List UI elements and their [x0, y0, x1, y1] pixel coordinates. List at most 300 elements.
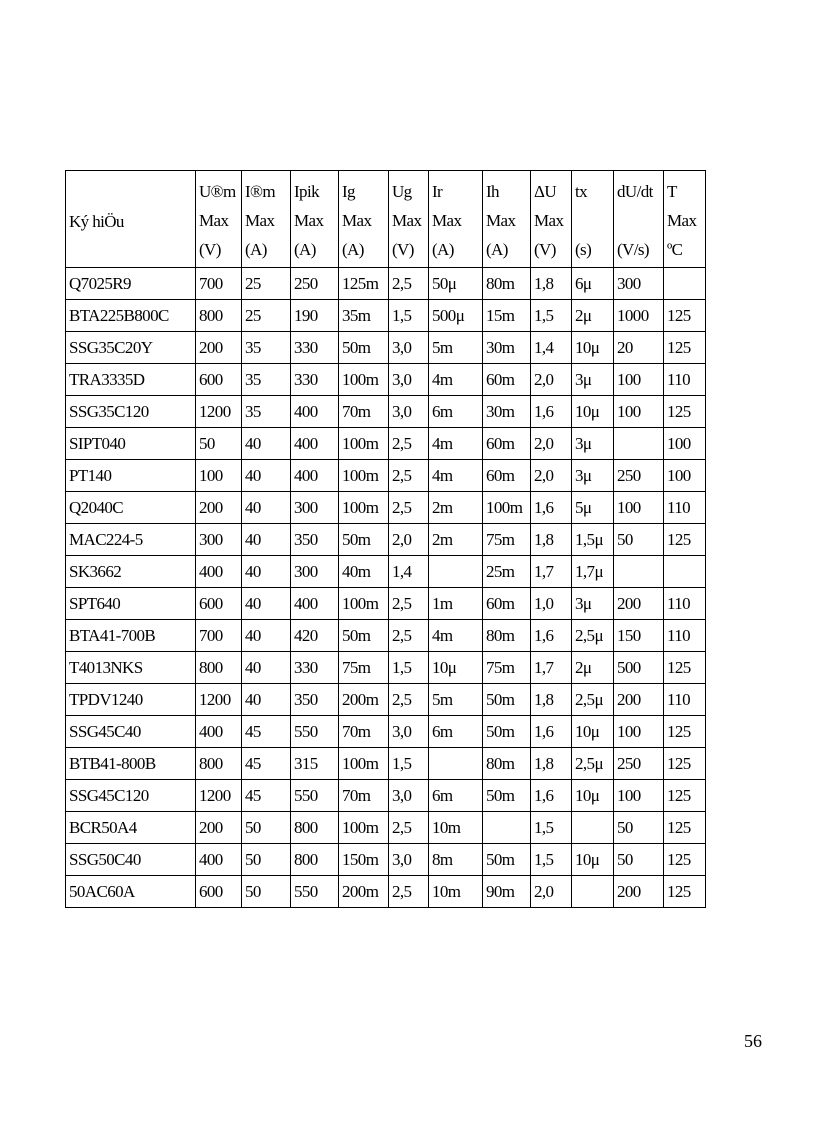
table-cell: 35m — [339, 300, 389, 332]
table-cell: 125 — [664, 748, 706, 780]
header-cell — [614, 171, 664, 268]
table-cell: 50m — [483, 844, 531, 876]
table-cell: 10m — [429, 812, 483, 844]
table-row — [66, 332, 706, 364]
table-cell: 50m — [339, 524, 389, 556]
table-cell: 40 — [242, 684, 291, 716]
table-cell: 125 — [664, 396, 706, 428]
table-cell: 50 — [242, 876, 291, 908]
table-cell: 200m — [339, 684, 389, 716]
header-line: (A) — [486, 240, 508, 259]
table-cell: 2,0 — [531, 876, 572, 908]
table-cell: 50m — [483, 684, 531, 716]
table-cell: 1,6 — [531, 780, 572, 812]
header-line: Ký hiÖu — [69, 211, 124, 231]
table-cell: 80m — [483, 620, 531, 652]
table-cell: 550 — [291, 716, 339, 748]
header-line: Ipik — [294, 182, 319, 201]
table-cell: 110 — [664, 364, 706, 396]
table-cell: 250 — [291, 268, 339, 300]
table-cell — [614, 556, 664, 588]
table-cell: 100m — [339, 460, 389, 492]
table-cell: 600 — [196, 364, 242, 396]
table-cell: 100 — [614, 780, 664, 812]
table-cell: 200 — [614, 588, 664, 620]
table-cell: 2,5 — [389, 684, 429, 716]
header-cell — [339, 171, 389, 268]
part-number-cell: SSG35C120 — [66, 396, 196, 428]
table-row — [66, 684, 706, 716]
table-cell: 45 — [242, 716, 291, 748]
table-cell: 1,5 — [531, 300, 572, 332]
spec-table — [65, 170, 706, 908]
table-cell: 5m — [429, 332, 483, 364]
table-cell: 300 — [291, 556, 339, 588]
table-cell: 70m — [339, 396, 389, 428]
table-cell: 110 — [664, 588, 706, 620]
table-cell: 2,5 — [389, 492, 429, 524]
table-cell: 2,5 — [389, 620, 429, 652]
part-number-cell: SIPT040 — [66, 428, 196, 460]
part-number-cell: TPDV1240 — [66, 684, 196, 716]
table-cell: 100 — [614, 396, 664, 428]
table-cell: 75m — [483, 652, 531, 684]
table-cell: 50m — [339, 332, 389, 364]
table-cell: 2,0 — [531, 460, 572, 492]
table-cell: 90m — [483, 876, 531, 908]
table-cell: 125 — [664, 812, 706, 844]
header-line: Ir — [432, 182, 443, 201]
table-cell: 1,5 — [389, 748, 429, 780]
table-cell: 70m — [339, 780, 389, 812]
table-row — [66, 492, 706, 524]
table-cell: 1,5 — [389, 652, 429, 684]
table-cell: 500 — [614, 652, 664, 684]
table-cell: 2μ — [572, 300, 614, 332]
part-number-cell: T4013NKS — [66, 652, 196, 684]
header-cell — [572, 171, 614, 268]
table-cell: 1,6 — [531, 620, 572, 652]
table-cell: 100m — [339, 364, 389, 396]
table-cell: 1000 — [614, 300, 664, 332]
table-cell: 50 — [614, 844, 664, 876]
table-cell: 330 — [291, 652, 339, 684]
table-cell: 100 — [614, 364, 664, 396]
header-line: T — [667, 182, 677, 201]
table-cell: 300 — [614, 268, 664, 300]
table-cell: 2,5 — [389, 876, 429, 908]
table-cell: 1,7 — [531, 652, 572, 684]
table-cell: 1,8 — [531, 748, 572, 780]
table-cell: 1m — [429, 588, 483, 620]
table-cell: 300 — [291, 492, 339, 524]
table-cell: 200 — [614, 684, 664, 716]
table-row — [66, 556, 706, 588]
table-cell: 45 — [242, 780, 291, 812]
table-cell: 40 — [242, 524, 291, 556]
table-cell: 2,5 — [389, 588, 429, 620]
table-cell: 50 — [242, 844, 291, 876]
header-line: tx — [575, 182, 588, 201]
table-cell: 400 — [291, 460, 339, 492]
table-cell: 1,4 — [531, 332, 572, 364]
table-cell: 1,5 — [531, 812, 572, 844]
table-cell: 400 — [291, 588, 339, 620]
table-cell: 80m — [483, 748, 531, 780]
header-line — [575, 206, 610, 235]
table-cell: 1,5 — [389, 300, 429, 332]
table-cell: 150 — [614, 620, 664, 652]
table-row — [66, 268, 706, 300]
header-line: dU/dt — [617, 182, 653, 201]
table-cell — [614, 428, 664, 460]
header-line: (V) — [392, 240, 414, 259]
table-cell: 125 — [664, 716, 706, 748]
table-cell: 40 — [242, 556, 291, 588]
table-cell: 200 — [196, 492, 242, 524]
table-cell: 40 — [242, 460, 291, 492]
table-cell: 35 — [242, 364, 291, 396]
table-cell: 45 — [242, 748, 291, 780]
header-line: Max — [199, 211, 229, 230]
header-cell — [531, 171, 572, 268]
table-cell: 300 — [196, 524, 242, 556]
table-row — [66, 748, 706, 780]
table-cell: 800 — [291, 812, 339, 844]
table-row — [66, 300, 706, 332]
part-number-cell: TRA3335D — [66, 364, 196, 396]
table-cell: 35 — [242, 332, 291, 364]
table-cell: 3μ — [572, 428, 614, 460]
table-cell: 4m — [429, 428, 483, 460]
table-cell: 3,0 — [389, 364, 429, 396]
table-cell: 25 — [242, 300, 291, 332]
table-cell: 4m — [429, 364, 483, 396]
table-cell: 100m — [339, 748, 389, 780]
table-cell: 800 — [196, 300, 242, 332]
table-cell: 25 — [242, 268, 291, 300]
table-cell: 800 — [196, 748, 242, 780]
table-row — [66, 588, 706, 620]
table-cell: 110 — [664, 492, 706, 524]
table-cell: 60m — [483, 588, 531, 620]
table-cell: 1,8 — [531, 268, 572, 300]
header-line: Ih — [486, 182, 499, 201]
table-cell: 3μ — [572, 460, 614, 492]
table-cell: 2,0 — [531, 428, 572, 460]
header-line: I®m — [245, 182, 276, 201]
header-line: (A) — [294, 240, 316, 259]
header-line: U®m — [199, 182, 236, 201]
table-cell: 50m — [483, 716, 531, 748]
table-row — [66, 428, 706, 460]
table-cell: 100 — [614, 716, 664, 748]
table-cell: 250 — [614, 460, 664, 492]
part-number-cell: BCR50A4 — [66, 812, 196, 844]
table-cell: 8m — [429, 844, 483, 876]
table-cell: 125 — [664, 300, 706, 332]
table-cell: 2m — [429, 492, 483, 524]
header-cell — [66, 171, 196, 268]
header-line: ºC — [667, 240, 683, 259]
header-line: Max — [534, 211, 564, 230]
table-cell: 50 — [614, 812, 664, 844]
table-cell: 30m — [483, 396, 531, 428]
table-cell: 10μ — [572, 716, 614, 748]
spec-table-body — [66, 171, 706, 908]
part-number-cell: SSG50C40 — [66, 844, 196, 876]
table-cell: 200 — [196, 812, 242, 844]
table-cell: 50 — [614, 524, 664, 556]
table-cell: 6m — [429, 716, 483, 748]
table-cell — [664, 556, 706, 588]
table-cell: 1,6 — [531, 492, 572, 524]
table-cell: 6m — [429, 396, 483, 428]
table-cell: 125 — [664, 844, 706, 876]
table-cell — [483, 812, 531, 844]
header-line: Max — [432, 211, 462, 230]
table-cell: 1,8 — [531, 524, 572, 556]
table-cell: 50μ — [429, 268, 483, 300]
table-cell: 3,0 — [389, 844, 429, 876]
header-cell — [242, 171, 291, 268]
header-line: (V) — [199, 240, 221, 259]
table-cell: 60m — [483, 428, 531, 460]
table-cell: 100 — [614, 492, 664, 524]
table-cell: 100m — [339, 812, 389, 844]
table-cell: 700 — [196, 620, 242, 652]
table-row — [66, 396, 706, 428]
table-cell: 2,5 — [389, 460, 429, 492]
table-cell: 2,5 — [389, 428, 429, 460]
header-line: Max — [486, 211, 516, 230]
table-cell: 75m — [339, 652, 389, 684]
table-cell: 35 — [242, 396, 291, 428]
table-cell: 40 — [242, 428, 291, 460]
header-line — [69, 178, 192, 207]
table-row — [66, 524, 706, 556]
table-cell: 60m — [483, 364, 531, 396]
table-cell: 10μ — [572, 780, 614, 812]
table-cell: 110 — [664, 620, 706, 652]
table-cell: 3,0 — [389, 716, 429, 748]
table-cell: 30m — [483, 332, 531, 364]
table-cell: 2,5 — [389, 812, 429, 844]
table-cell: 100 — [664, 428, 706, 460]
table-row — [66, 876, 706, 908]
header-line: (A) — [245, 240, 267, 259]
header-line: (V) — [534, 240, 556, 259]
part-number-cell: SPT640 — [66, 588, 196, 620]
table-cell: 2μ — [572, 652, 614, 684]
part-number-cell: SSG45C40 — [66, 716, 196, 748]
table-cell: 6m — [429, 780, 483, 812]
table-cell: 400 — [196, 716, 242, 748]
table-row — [66, 652, 706, 684]
header-line: Max — [392, 211, 422, 230]
table-cell: 2,5μ — [572, 748, 614, 780]
header-cell — [389, 171, 429, 268]
header-line: Max — [342, 211, 372, 230]
table-row — [66, 780, 706, 812]
table-cell: 125 — [664, 332, 706, 364]
table-cell: 10μ — [572, 396, 614, 428]
table-cell: 40 — [242, 652, 291, 684]
table-cell: 350 — [291, 524, 339, 556]
table-header-row — [66, 171, 706, 268]
table-cell: 125m — [339, 268, 389, 300]
table-cell: 600 — [196, 588, 242, 620]
part-number-cell: Q2040C — [66, 492, 196, 524]
part-number-cell: BTA41-700B — [66, 620, 196, 652]
table-cell: 500μ — [429, 300, 483, 332]
table-cell: 20 — [614, 332, 664, 364]
part-number-cell: SSG35C20Y — [66, 332, 196, 364]
table-cell: 2,5μ — [572, 684, 614, 716]
table-cell: 100m — [339, 428, 389, 460]
table-cell: 1,5μ — [572, 524, 614, 556]
table-cell: 6μ — [572, 268, 614, 300]
part-number-cell: 50AC60A — [66, 876, 196, 908]
table-cell: 75m — [483, 524, 531, 556]
table-cell: 125 — [664, 652, 706, 684]
table-cell — [429, 556, 483, 588]
table-cell: 5μ — [572, 492, 614, 524]
table-cell: 10μ — [572, 332, 614, 364]
table-cell: 200m — [339, 876, 389, 908]
part-number-cell: BTA225B800C — [66, 300, 196, 332]
table-cell: 1200 — [196, 780, 242, 812]
table-cell: 400 — [196, 556, 242, 588]
table-cell: 5m — [429, 684, 483, 716]
table-cell: 330 — [291, 364, 339, 396]
table-cell: 10m — [429, 876, 483, 908]
table-cell: 400 — [291, 428, 339, 460]
table-cell: 1,6 — [531, 396, 572, 428]
header-cell — [664, 171, 706, 268]
table-cell: 50 — [242, 812, 291, 844]
table-cell: 10μ — [572, 844, 614, 876]
table-cell: 4m — [429, 460, 483, 492]
table-cell: 1,0 — [531, 588, 572, 620]
table-cell: 1200 — [196, 684, 242, 716]
table-cell: 40 — [242, 588, 291, 620]
table-cell: 350 — [291, 684, 339, 716]
table-cell: 10μ — [429, 652, 483, 684]
header-cell — [291, 171, 339, 268]
part-number-cell: PT140 — [66, 460, 196, 492]
header-line: ΔU — [534, 182, 557, 201]
table-cell: 125 — [664, 524, 706, 556]
table-cell: 400 — [291, 396, 339, 428]
part-number-cell: SK3662 — [66, 556, 196, 588]
part-number-cell: SSG45C120 — [66, 780, 196, 812]
table-cell: 550 — [291, 780, 339, 812]
header-line: (A) — [432, 240, 454, 259]
table-cell: 400 — [196, 844, 242, 876]
table-cell: 80m — [483, 268, 531, 300]
table-cell: 330 — [291, 332, 339, 364]
table-cell: 100m — [339, 588, 389, 620]
header-line: Ig — [342, 182, 355, 201]
table-cell: 40m — [339, 556, 389, 588]
header-line: (V/s) — [617, 240, 649, 259]
header-line: Max — [294, 211, 324, 230]
table-cell: 3μ — [572, 588, 614, 620]
table-cell: 40 — [242, 620, 291, 652]
table-cell: 70m — [339, 716, 389, 748]
table-row — [66, 364, 706, 396]
table-cell: 2,5 — [389, 268, 429, 300]
table-cell: 190 — [291, 300, 339, 332]
header-cell — [429, 171, 483, 268]
table-cell: 700 — [196, 268, 242, 300]
table-cell: 40 — [242, 492, 291, 524]
table-cell: 3,0 — [389, 780, 429, 812]
table-cell: 1,6 — [531, 716, 572, 748]
page-number: 56 — [744, 1031, 762, 1051]
table-cell: 60m — [483, 460, 531, 492]
table-cell — [572, 876, 614, 908]
table-row — [66, 716, 706, 748]
table-cell: 125 — [664, 780, 706, 812]
table-cell: 100m — [483, 492, 531, 524]
table-cell: 1,4 — [389, 556, 429, 588]
table-cell: 100m — [339, 492, 389, 524]
header-cell — [483, 171, 531, 268]
part-number-cell: MAC224-5 — [66, 524, 196, 556]
table-cell: 800 — [196, 652, 242, 684]
table-cell: 25m — [483, 556, 531, 588]
table-cell: 200 — [196, 332, 242, 364]
table-cell — [572, 812, 614, 844]
table-cell: 3μ — [572, 364, 614, 396]
table-cell: 100 — [664, 460, 706, 492]
table-cell: 3,0 — [389, 332, 429, 364]
table-cell: 800 — [291, 844, 339, 876]
table-row — [66, 620, 706, 652]
table-cell: 50 — [196, 428, 242, 460]
table-cell: 1,5 — [531, 844, 572, 876]
table-cell: 600 — [196, 876, 242, 908]
table-cell: 420 — [291, 620, 339, 652]
table-cell: 50m — [483, 780, 531, 812]
table-cell: 200 — [614, 876, 664, 908]
table-cell: 3,0 — [389, 396, 429, 428]
table-cell: 15m — [483, 300, 531, 332]
table-cell: 1,7μ — [572, 556, 614, 588]
table-cell: 150m — [339, 844, 389, 876]
header-cell — [196, 171, 242, 268]
table-cell — [664, 268, 706, 300]
part-number-cell: BTB41-800B — [66, 748, 196, 780]
header-line: Ug — [392, 182, 412, 201]
header-line — [69, 236, 192, 265]
header-line — [617, 206, 660, 235]
table-cell: 50m — [339, 620, 389, 652]
table-cell: 4m — [429, 620, 483, 652]
table-cell: 100 — [196, 460, 242, 492]
table-cell: 1,8 — [531, 684, 572, 716]
table-cell: 250 — [614, 748, 664, 780]
table-row — [66, 844, 706, 876]
header-line: (s) — [575, 240, 592, 259]
table-cell: 1200 — [196, 396, 242, 428]
table-cell: 110 — [664, 684, 706, 716]
table-cell — [429, 748, 483, 780]
part-number-cell: Q7025R9 — [66, 268, 196, 300]
table-row — [66, 812, 706, 844]
